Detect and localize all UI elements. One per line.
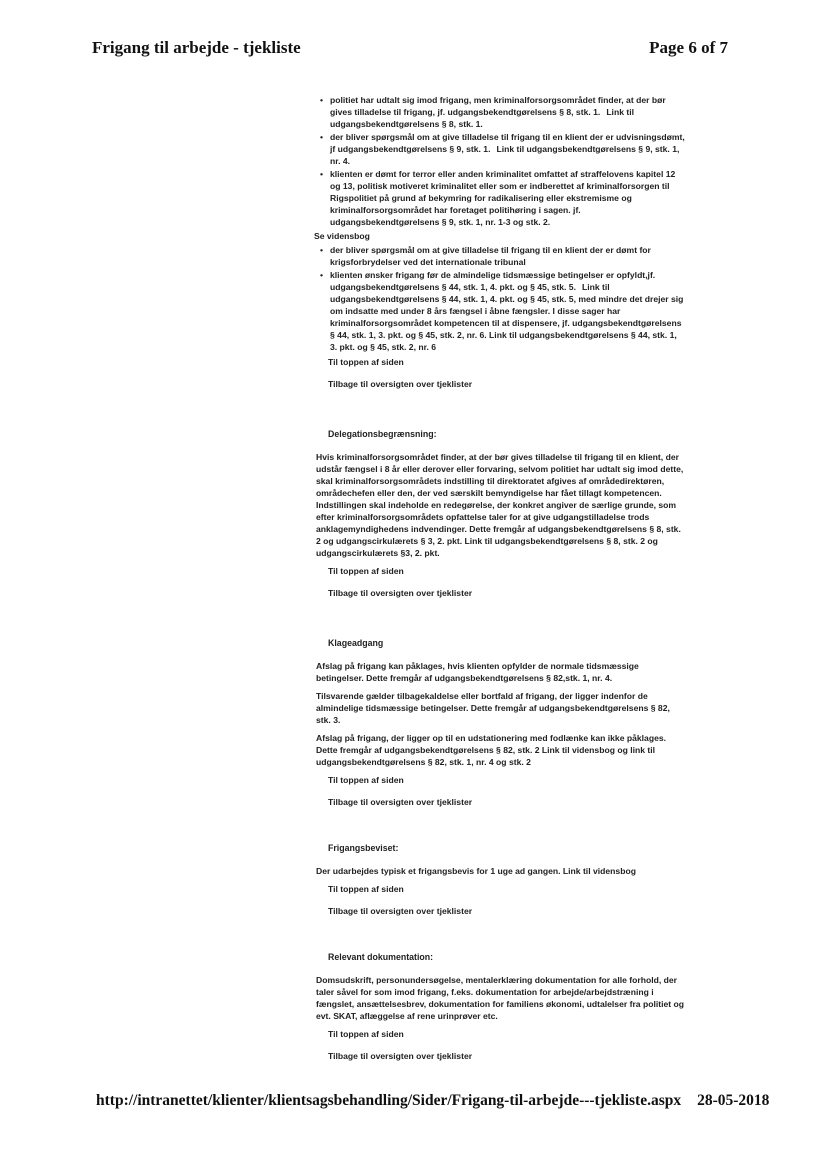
vidensbog-reference[interactable]: Se vidensbog [314,231,370,241]
law-link[interactable]: Link til udgangsbekendtgørelsens § 8, stk. 1. [330,107,635,129]
page-number: Page 6 of 7 [649,38,728,57]
section-paragraph: Domsudskrift, personundersøgelse, mentalerklæring dokumentation for alle forhold, der taler såvel for som imod frigang, f.eks. dokumentation for arbejde/arbejdstræning i fængslet, ansættelsesbrev, dokumentation for familiens økonomi, udtalelser fra politiet og evt. SKAT, aflæggelse af rene urinprøver etc. [316,975,685,1021]
section-title: Frigangsbeviset: [328,843,399,853]
back-to-overview-link[interactable]: Tilbage til oversigten over tjeklister [328,588,473,598]
to-top-link[interactable]: Til toppen af siden [328,884,404,894]
section-title: Klageadgang [328,638,384,648]
footer-date: 28-05-2018 [697,1092,770,1109]
section-title: Relevant dokumentation: [328,952,434,962]
to-top-link[interactable]: Til toppen af siden [328,566,404,576]
back-to-overview-link[interactable]: Tilbage til oversigten over tjeklister [328,797,473,807]
document-title: Frigang til arbejde - tjekliste [92,38,301,57]
footer-url: http://intranettet/klienter/klientsagsbehandling/Sider/Frigang-til-arbejde---tjekliste.aspx [96,1092,682,1109]
section-paragraph: Der udarbejdes typisk et frigangsbevis for 1 uge ad gangen. Link til vidensbog [316,866,636,876]
back-to-overview-link[interactable]: Tilbage til oversigten over tjeklister [328,906,473,916]
list-item: • klienten ønsker frigang før de almindelige tidsmæssige betingelser er opfyldt,jf. udgangsbekendtgørelsens § 44, stk. 1, 4. pkt. og § 45, stk. 5. Link til udgangsbekendtgørelsens § 44, stk. 1, 4. pkt. og § 45, stk. 5, med mindre det drejer sig om indsatte med under 8 års fængsel i åbne fængsler. I disse sager har kriminalforsorgsområdet kompetencen til at dispensere, jf. udgangsbekendtgørelsens § 44, stk. 1, 3. pkt. og § 45, stk. 2, nr. 6. Link til udgangsbekendtgørelsens § 44, stk. 1, 3. pkt. og § 45, stk. 2, nr. 6 [330,269,686,353]
condition-list [314,94,686,228]
page-nav [328,1028,686,1062]
list-item: • der bliver spørgsmål om at give tilladelse til frigang til en klient der er udvisningsdømt, jf udgangsbekendtgørelsens § 9, stk. 1. Link til udgangsbekendtgørelsens § 9, stk. 1, nr. 4. [330,131,686,167]
page-footer [96,1092,769,1110]
section-paragraph: Afslag på frigang kan påklages, hvis klienten opfylder de normale tidsmæssige betingelser. Dette fremgår af udgangsbekendtgørelsens § 82,stk. 1, nr. 4. [316,661,639,683]
section-title: Delegationsbegrænsning: [328,429,437,439]
main-content [314,94,686,1072]
section-paragraph: Tilsvarende gælder tilbagekaldelse eller bortfald af frigang, der ligger indenfor de almindelige tidsmæssige betingelser. Dette fremgår af udgangsbekendtgørelsens § 82, stk. 3. [316,691,670,725]
page-nav [328,774,686,808]
list-item: • der bliver spørgsmål om at give tilladelse til frigang til en klient der er dømt for krigsforbrydelser ved det internationale tribunal [330,244,686,268]
law-link[interactable]: Link til udgangsbekendtgørelsens § 44, stk. 1, 4. pkt. og § 45, stk. 5, med mindre det drejer sig om indsatte med under 8 års fængsel i åbne fængsler. I disse sager har kriminalforsorgsområdet kompetencen til at dispensere, jf. udgangsbekendtgørelsens § 44, stk. 1, 3. pkt. og § 45, stk. 2, nr. 6. Link til udgangsbekendtgørelsens § 44, stk. 1, 3. pkt. og § 45, stk. 2, nr. 6 [330,282,684,352]
page-nav [328,356,686,390]
law-link[interactable]: Link til udgangsbekendtgørelsens § 9, stk. 1, nr. 4. [330,144,680,166]
back-to-overview-link[interactable]: Tilbage til oversigten over tjeklister [328,1051,473,1061]
to-top-link[interactable]: Til toppen af siden [328,357,404,367]
list-item: • klienten er dømt for terror eller anden kriminalitet omfattet af straffelovens kapitel 12 og 13, politisk motiveret kriminalitet eller som er indberettet af kriminalforsorgen til Rigspolitiet på grund af bekymring for radikalisering eller ekstremisme og kriminalforsorgsområdet har foretaget politihøring i sagen. jf. udgangsbekendtgørelsens § 9, stk. 1, nr. 1-3 og stk. 2. [330,168,686,228]
list-item: • politiet har udtalt sig imod frigang, men kriminalforsorgsområdet finder, at der bør gives tilladelse til frigang, jf. udgangsbekendtgørelsens § 8, stk. 1. Link til udgangsbekendtgørelsens § 8, stk. 1. [330,94,686,130]
page-nav [328,565,686,599]
to-top-link[interactable]: Til toppen af siden [328,1029,404,1039]
back-to-overview-link[interactable]: Tilbage til oversigten over tjeklister [328,379,473,389]
page-nav [328,883,686,917]
section-paragraph: Hvis kriminalforsorgsområdet finder, at der bør gives tilladelse til frigang til en klient, der udstår fængsel i 8 år eller derover eller forvaring, selvom politiet har udtalt sig imod dette, skal kriminalforsorgsområdets indstilling til direktoratet afgives af områdedirektøren, områdechefen eller den, der ved særskilt bemyndigelse har fået tillagt kompetencen. Indstillingen skal indeholde en redegørelse, der konkret angiver de særlige grunde, som efter kriminalforsorgsområdets opfattelse taler for at give udgangstilladelse trods anklagemyndighedens indvendinger. Dette fremgår af udgangsbekendtgørelsens § 8, stk. 2 og udgangscirkulærets § 3, 2. pkt. Link til udgangsbekendtgørelsens § 8, stk. 2 og udgangscirkulærets §3, 2. pkt. [316,452,684,558]
section-paragraph: Afslag på frigang, der ligger op til en udstationering med fodlænke kan ikke påklages. Dette fremgår af udgangsbekendtgørelsens § 82, stk. 2 Link til vidensbog og link til udgangsbekendtgørelsens § 82, stk. 1, nr. 4 og stk. 2 [316,733,667,767]
to-top-link[interactable]: Til toppen af siden [328,775,404,785]
condition-list-2 [314,244,686,353]
